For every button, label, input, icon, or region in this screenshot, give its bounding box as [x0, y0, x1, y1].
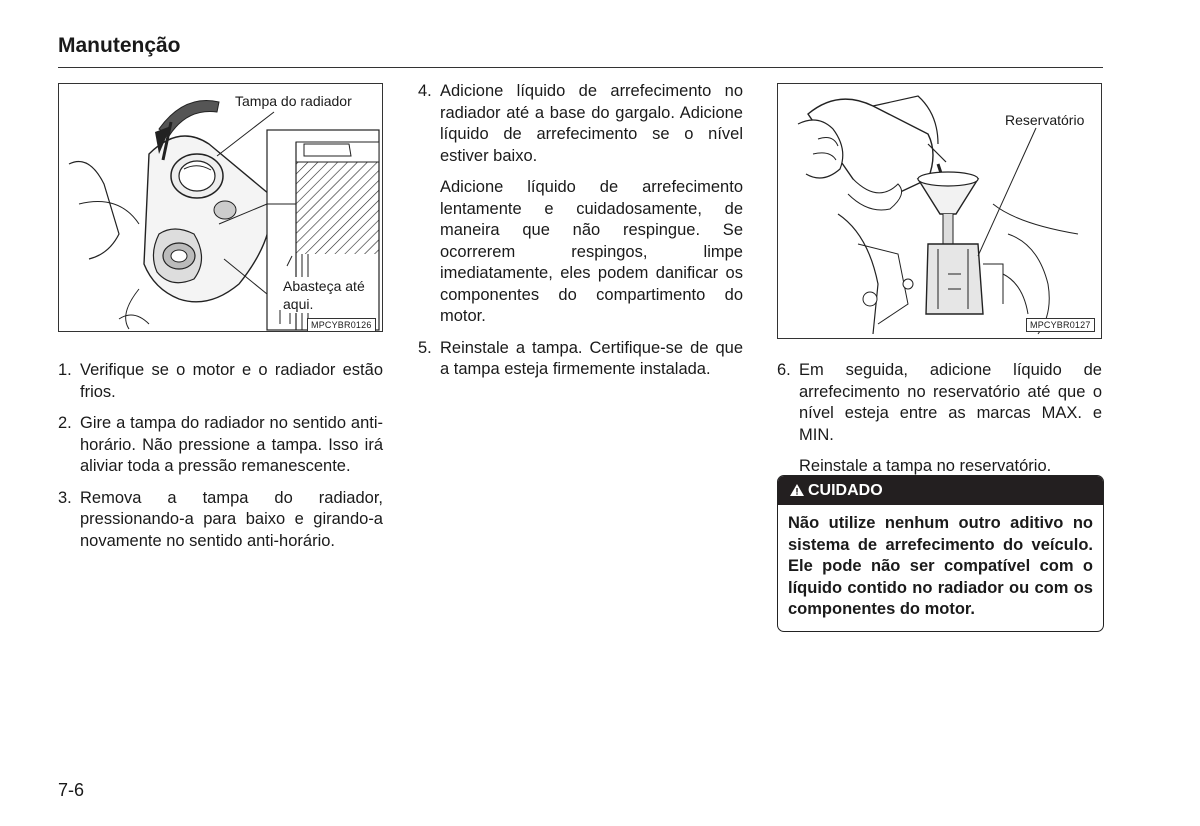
list-item	[418, 338, 743, 381]
caution-text: Não utilize nenhum outro aditivo no sistema de arrefecimento do veículo. Ele pode não ser compatível com o líquido contido no radiador ou com os componentes do motor.	[788, 514, 1093, 618]
list-item	[777, 360, 1102, 478]
reservoir-figure	[777, 83, 1102, 339]
step-text: Adicione líquido de arrefecimento no radiador até a base do gargalo. Adicione líquido de arrefecimento se o nível estiver baixo.	[440, 82, 743, 165]
callout-radiator-cap: Tampa do radiador	[235, 93, 352, 109]
page-title: Manutenção	[58, 34, 181, 57]
step-number: 4.	[418, 82, 432, 100]
list-item	[418, 81, 743, 328]
step-number: 2.	[58, 414, 72, 432]
warning-icon	[790, 484, 804, 496]
steps-right	[777, 360, 1102, 488]
figure-code: MPCYBR0126	[307, 318, 376, 332]
caution-title: CUIDADO	[808, 482, 883, 499]
callout-fill-level	[281, 277, 367, 313]
step-text: Reinstale a tampa. Certifique-se de que a tampa esteja firmemente instalada.	[440, 338, 743, 378]
list-item	[58, 413, 383, 478]
page-number: 7-6	[58, 780, 85, 800]
list-item	[58, 360, 383, 403]
callout-reservoir: Reservatório	[1005, 112, 1085, 128]
step-text: Em seguida, adicione líquido de arrefecimento no reservatório até que o nível esteja entre as marcas MAX. e MIN.	[799, 361, 1102, 444]
step-text: Verifique se o motor e o radiador estão frios.	[80, 361, 383, 401]
step-text: Remova a tampa do radiador, pressionando-a para baixo e girando-a novamente no sentido anti-horário.	[80, 488, 383, 550]
step-number: 5.	[418, 338, 432, 357]
caution-header	[778, 476, 1103, 505]
list-item	[58, 488, 383, 553]
step-number: 1.	[58, 361, 72, 379]
callout-fill-line-1: Abasteça até	[283, 278, 365, 294]
figure-code: MPCYBR0127	[1026, 318, 1095, 332]
step-text: Gire a tampa do radiador no sentido anti-horário. Não pressione a tampa. Isso irá aliviar toda a pressão remanescente.	[80, 414, 383, 475]
step-number: 6.	[777, 361, 791, 379]
step-number: 3.	[58, 488, 72, 507]
radiator-cap-figure	[58, 83, 383, 332]
steps-left	[58, 360, 383, 562]
header-rule	[58, 67, 1103, 68]
callout-fill-line-2: aqui.	[283, 296, 314, 312]
caution-box	[777, 475, 1104, 632]
step-note: Reinstale a tampa no reservatório.	[799, 457, 1052, 475]
steps-middle	[418, 81, 743, 391]
step-note: Adicione líquido de arrefecimento lentamente e cuidadosamente, de maneira que não respingue. Se ocorrerem respingos, limpe imediatamente, eles podem danificar os componentes do compartimento do motor.	[440, 178, 743, 325]
